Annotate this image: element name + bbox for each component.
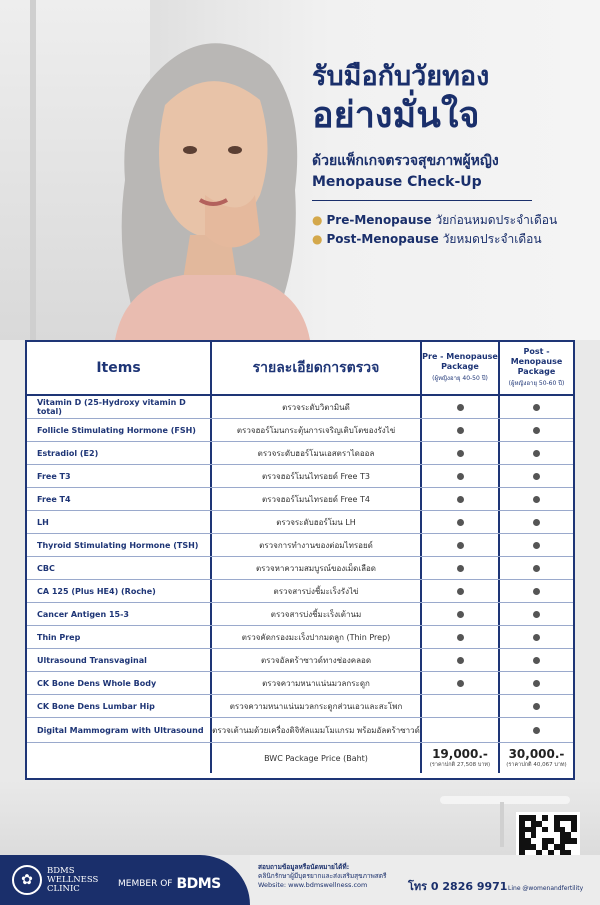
- item-name: Cancer Antigen 15-3: [27, 603, 212, 625]
- included-dot-icon: [533, 542, 540, 549]
- table-row: [27, 718, 573, 743]
- item-detail: ตรวจสารบ่งชี้มะเร็งเต้านม: [212, 603, 422, 625]
- headline-block: [312, 60, 582, 249]
- pre-included: [422, 718, 500, 742]
- item-name: Digital Mammogram with Ultrasound: [27, 718, 212, 742]
- included-dot-icon: [533, 496, 540, 503]
- item-detail: ตรวจฮอร์โมนกระตุ้นการเจริญเติบโตของรังไข่: [212, 419, 422, 441]
- item-detail: ตรวจคัดกรองมะเร็งปากมดลูก (Thin Prep): [212, 626, 422, 648]
- included-dot-icon: [457, 427, 464, 434]
- included-dot-icon: [533, 727, 540, 734]
- pre-included: [422, 419, 500, 441]
- table-row: [27, 465, 573, 488]
- post-included: [500, 488, 573, 510]
- pre-included: [422, 603, 500, 625]
- item-detail: ตรวจสารบ่งชี้มะเร็งรังไข่: [212, 580, 422, 602]
- table-row: [27, 488, 573, 511]
- divider: [312, 200, 532, 201]
- table-row: [27, 511, 573, 534]
- member-of: MEMBER OF BDMS: [118, 876, 221, 892]
- header-details: รายละเอียดการตรวจ: [212, 342, 422, 394]
- included-dot-icon: [533, 519, 540, 526]
- included-dot-icon: [533, 450, 540, 457]
- included-dot-icon: [457, 404, 464, 411]
- pre-included: [422, 695, 500, 717]
- included-dot-icon: [457, 542, 464, 549]
- item-name: CBC: [27, 557, 212, 579]
- pre-included: [422, 534, 500, 556]
- item-name: LH: [27, 511, 212, 533]
- item-name: Estradiol (E2): [27, 442, 212, 464]
- website-link[interactable]: Website: www.bdmswellness.com: [258, 881, 368, 889]
- price-row: [27, 743, 573, 773]
- table-row: [27, 626, 573, 649]
- post-included: [500, 557, 573, 579]
- table-row: [27, 649, 573, 672]
- table-header: [27, 342, 573, 396]
- subtitle-thai: ด้วยแพ็กเกจตรวจสุขภาพผู้หญิง: [312, 153, 499, 169]
- post-included: [500, 511, 573, 533]
- included-dot-icon: [533, 427, 540, 434]
- logo-text: BDMS WELLNESS CLINIC: [47, 865, 99, 894]
- table-row: [27, 419, 573, 442]
- room-background: [0, 780, 600, 855]
- item-name: CK Bone Dens Lumbar Hip: [27, 695, 212, 717]
- item-name: Thin Prep: [27, 626, 212, 648]
- header-post-package: Post - Menopause Package (ผู้หญิงอายุ 50-60 ปี): [508, 347, 565, 387]
- contact-info: สอบถามข้อมูลหรือนัดหมายได้ที่: คลินิกรักษาผู้มีบุตรยากและส่งเสริมสุขภาพสตรี Website: www.bdmswellness.com: [258, 863, 387, 889]
- price-empty-cell: [27, 743, 212, 773]
- pre-included: [422, 580, 500, 602]
- included-dot-icon: [533, 634, 540, 641]
- item-name: CA 125 (Plus HE4) (Roche): [27, 580, 212, 602]
- post-included: [500, 672, 573, 694]
- included-dot-icon: [457, 588, 464, 595]
- item-detail: ตรวจการทำงานของต่อมไทรอยด์: [212, 534, 422, 556]
- bdms-brand: BDMS: [176, 876, 221, 892]
- included-dot-icon: [533, 611, 540, 618]
- included-dot-icon: [533, 565, 540, 572]
- post-included: [500, 695, 573, 717]
- table-row: [27, 580, 573, 603]
- item-detail: ตรวจความหนาแน่นมวลกระดูก: [212, 672, 422, 694]
- included-dot-icon: [533, 657, 540, 664]
- bullet-list: [312, 211, 582, 249]
- pre-included: [422, 396, 500, 418]
- table-row: [27, 695, 573, 718]
- post-included: [500, 649, 573, 671]
- item-name: Follicle Stimulating Hormone (FSH): [27, 419, 212, 441]
- included-dot-icon: [457, 611, 464, 618]
- item-detail: ตรวจเต้านมด้วยเครื่องดิจิทัลแมมโมแกรม พร้อมอัลตร้าซาวด์: [212, 718, 422, 742]
- package-table: [25, 340, 575, 780]
- post-included: [500, 718, 573, 742]
- price-pre: 19,000.- (ราคาปกติ 27,508 บาท): [422, 743, 500, 773]
- included-dot-icon: [457, 565, 464, 572]
- bullet-pre: ● Pre-Menopause วัยก่อนหมดประจำเดือน: [312, 213, 558, 227]
- price-label: BWC Package Price (Baht): [212, 743, 422, 773]
- table-row: [27, 534, 573, 557]
- item-detail: ตรวจฮอร์โมนไทรอยด์ Free T3: [212, 465, 422, 487]
- included-dot-icon: [533, 703, 540, 710]
- included-dot-icon: [457, 519, 464, 526]
- pre-included: [422, 488, 500, 510]
- post-included: [500, 626, 573, 648]
- item-detail: ตรวจระดับฮอร์โมนเอสตราไดออล: [212, 442, 422, 464]
- item-detail: ตรวจความหนาแน่นมวลกระดูกส่วนเอวและสะโพก: [212, 695, 422, 717]
- included-dot-icon: [533, 404, 540, 411]
- included-dot-icon: [457, 680, 464, 687]
- pre-included: [422, 442, 500, 464]
- table-row: [27, 396, 573, 419]
- logo-mark-icon: ✿: [12, 865, 42, 895]
- post-included: [500, 580, 573, 602]
- table-row: [27, 557, 573, 580]
- post-included: [500, 442, 573, 464]
- pre-included: [422, 557, 500, 579]
- item-detail: ตรวจหาความสมบูรณ์ของเม็ดเลือด: [212, 557, 422, 579]
- table-body: [27, 396, 573, 743]
- included-dot-icon: [457, 657, 464, 664]
- line-id[interactable]: Line @womenandfertility: [508, 885, 584, 892]
- bullet-dot-icon: ●: [312, 232, 323, 246]
- included-dot-icon: [457, 496, 464, 503]
- included-dot-icon: [457, 450, 464, 457]
- included-dot-icon: [533, 588, 540, 595]
- included-dot-icon: [457, 473, 464, 480]
- pre-included: [422, 626, 500, 648]
- hero-banner: [0, 0, 600, 340]
- header-pre-package: Pre - Menopause Package (ผู้หญิงอายุ 40-50 ปี): [422, 342, 500, 394]
- item-name: CK Bone Dens Whole Body: [27, 672, 212, 694]
- item-detail: ตรวจระดับวิตามินดี: [212, 396, 422, 418]
- woman-portrait: [55, 20, 355, 340]
- pre-included: [422, 465, 500, 487]
- bullet-dot-icon: ●: [312, 213, 323, 227]
- included-dot-icon: [533, 473, 540, 480]
- pre-included: [422, 672, 500, 694]
- item-name: Free T4: [27, 488, 212, 510]
- post-included: [500, 419, 573, 441]
- included-dot-icon: [533, 680, 540, 687]
- item-name: Thyroid Stimulating Hormone (TSH): [27, 534, 212, 556]
- bullet-post: ● Post-Menopause วัยหมดประจำเดือน: [312, 232, 542, 246]
- item-detail: ตรวจฮอร์โมนไทรอยด์ Free T4: [212, 488, 422, 510]
- post-included: [500, 465, 573, 487]
- item-name: Ultrasound Transvaginal: [27, 649, 212, 671]
- bdms-wellness-logo: [12, 865, 98, 895]
- header-items: Items: [27, 342, 212, 394]
- headline-line-2: อย่างมั่นใจ: [312, 95, 480, 136]
- subtitle-english: Menopause Check-Up: [312, 174, 482, 190]
- post-included: [500, 396, 573, 418]
- post-included: [500, 603, 573, 625]
- side-table: [440, 796, 570, 804]
- pre-included: [422, 511, 500, 533]
- item-name: Free T3: [27, 465, 212, 487]
- table-row: [27, 603, 573, 626]
- table-row: [27, 672, 573, 695]
- item-name: Vitamin D (25-Hydroxy vitamin D total): [27, 396, 212, 418]
- footer: [0, 855, 600, 905]
- phone-number[interactable]: โทร 0 2826 9971: [408, 880, 508, 893]
- table-row: [27, 442, 573, 465]
- post-included: [500, 534, 573, 556]
- price-post: 30,000.- (ราคาปกติ 40,067 บาท): [506, 747, 567, 768]
- included-dot-icon: [457, 634, 464, 641]
- pre-included: [422, 649, 500, 671]
- item-detail: ตรวจอัลตร้าซาวด์ทางช่องคลอด: [212, 649, 422, 671]
- item-detail: ตรวจระดับฮอร์โมน LH: [212, 511, 422, 533]
- headline-line-1: รับมือกับวัยทอง: [312, 61, 490, 92]
- table-leg: [500, 802, 504, 847]
